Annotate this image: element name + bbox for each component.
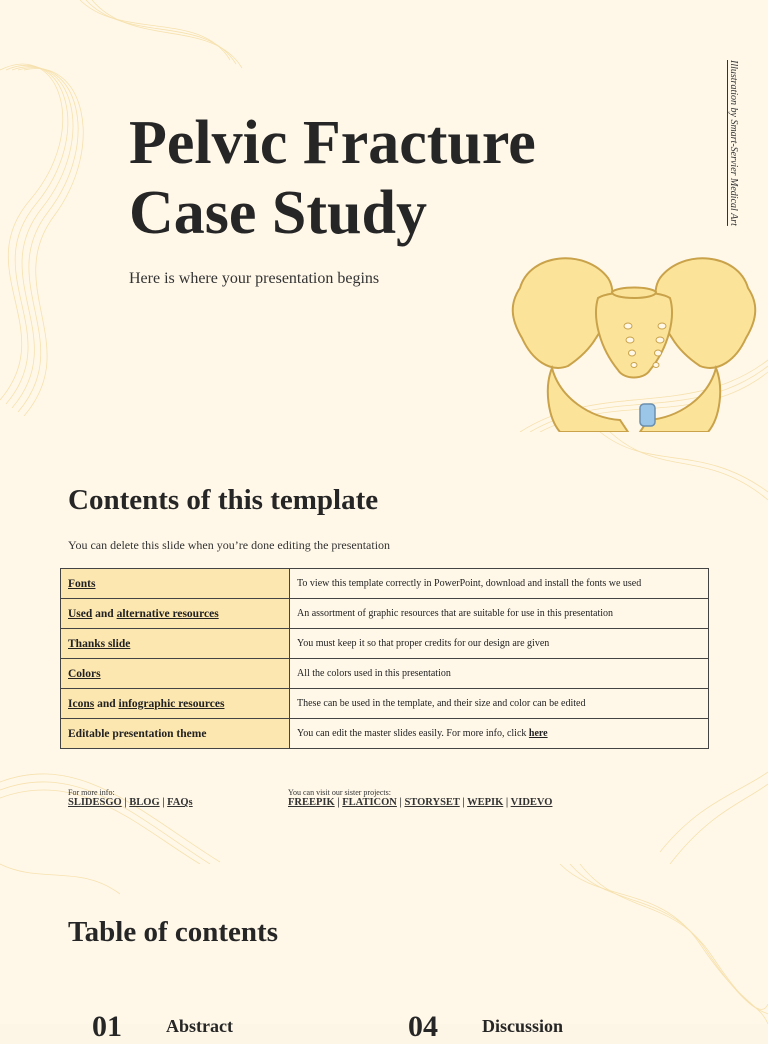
table-key-cell <box>61 569 290 599</box>
table-value-cell: These can be used in the template, and their size and color can be edited <box>290 689 709 719</box>
table-key-cell <box>61 629 290 659</box>
more-info-links <box>68 797 193 808</box>
thanks-slide-link[interactable]: Thanks slide <box>68 637 131 650</box>
title-slide <box>0 0 768 432</box>
sister-projects-links <box>288 797 552 808</box>
contents-heading: Contents of this template <box>68 484 379 516</box>
title-line-1: Pelvic Fracture <box>129 109 536 177</box>
pelvis-illustration <box>500 248 768 432</box>
table-row <box>61 659 709 689</box>
connector-text: and <box>94 697 119 710</box>
editable-theme-text: You can edit the master slides easily. For more info, click <box>297 728 529 739</box>
flaticon-link[interactable]: FLATICON <box>342 797 397 808</box>
sister-projects-block <box>288 788 552 808</box>
table-value-cell: All the colors used in this presentation <box>290 659 709 689</box>
separator: | <box>503 797 511 808</box>
table-value-cell: An assortment of graphic resources that are suitable for use in this presentation <box>290 599 709 629</box>
more-info-block <box>68 788 193 808</box>
illustration-credit-link[interactable]: Illustration by Smart-Servier Medical Art <box>728 60 739 226</box>
table-row <box>61 569 709 599</box>
pubic-symphysis-disc <box>640 404 655 426</box>
table-value-cell: To view this template correctly in PowerPoint, download and install the fonts we used <box>290 569 709 599</box>
separator: | <box>159 797 168 808</box>
more-info-label: For more info: <box>68 788 115 797</box>
faqs-link[interactable]: FAQs <box>167 797 193 808</box>
separator: | <box>396 797 405 808</box>
icons-link[interactable]: Icons <box>68 697 95 710</box>
resources-table <box>60 568 709 749</box>
table-row <box>61 719 709 749</box>
storyset-link[interactable]: STORYSET <box>404 797 460 808</box>
separator: | <box>121 797 130 808</box>
toc-number-04: 04 <box>408 1010 438 1043</box>
table-key-cell <box>61 689 290 719</box>
fonts-link[interactable]: Fonts <box>68 577 96 590</box>
colors-link[interactable]: Colors <box>68 667 101 680</box>
connector-text: and <box>92 607 117 620</box>
editable-theme-label: Editable presentation theme <box>68 727 207 740</box>
table-row <box>61 599 709 629</box>
slide-subtitle: Here is where your presentation begins <box>129 270 380 287</box>
table-key-cell <box>61 659 290 689</box>
here-link[interactable]: here <box>528 728 548 739</box>
sister-projects-label: You can visit our sister projects: <box>288 788 391 797</box>
freepik-link[interactable]: FREEPIK <box>288 797 335 808</box>
table-row <box>61 689 709 719</box>
slidesgo-link[interactable]: SLIDESGO <box>68 797 122 808</box>
toc-heading: Table of contents <box>68 916 278 948</box>
table-key-cell <box>61 599 290 629</box>
table-value-cell: You must keep it so that proper credits for our design are given <box>290 629 709 659</box>
title-line-2: Case Study <box>129 179 428 247</box>
alternative-resources-link[interactable]: alternative resources <box>116 607 219 620</box>
contents-intro: You can delete this slide when you’re done editing the presentation <box>68 538 391 552</box>
slide-title <box>129 108 536 248</box>
toc-item-abstract[interactable]: Abstract <box>166 1016 233 1036</box>
table-key-cell <box>61 719 290 749</box>
table-value-cell <box>290 719 709 749</box>
table-row <box>61 629 709 659</box>
contents-slide <box>0 432 768 864</box>
toc-number-01: 01 <box>92 1010 122 1043</box>
infographic-resources-link[interactable]: infographic resources <box>118 697 225 710</box>
table-of-contents-slide <box>0 864 768 1043</box>
videvo-link[interactable]: VIDEVO <box>510 797 553 808</box>
blog-link[interactable]: BLOG <box>129 797 160 808</box>
used-link[interactable]: Used <box>68 607 93 620</box>
separator: | <box>334 797 343 808</box>
toc-item-discussion[interactable]: Discussion <box>482 1016 564 1036</box>
wepik-link[interactable]: WEPIK <box>467 797 504 808</box>
separator: | <box>459 797 468 808</box>
